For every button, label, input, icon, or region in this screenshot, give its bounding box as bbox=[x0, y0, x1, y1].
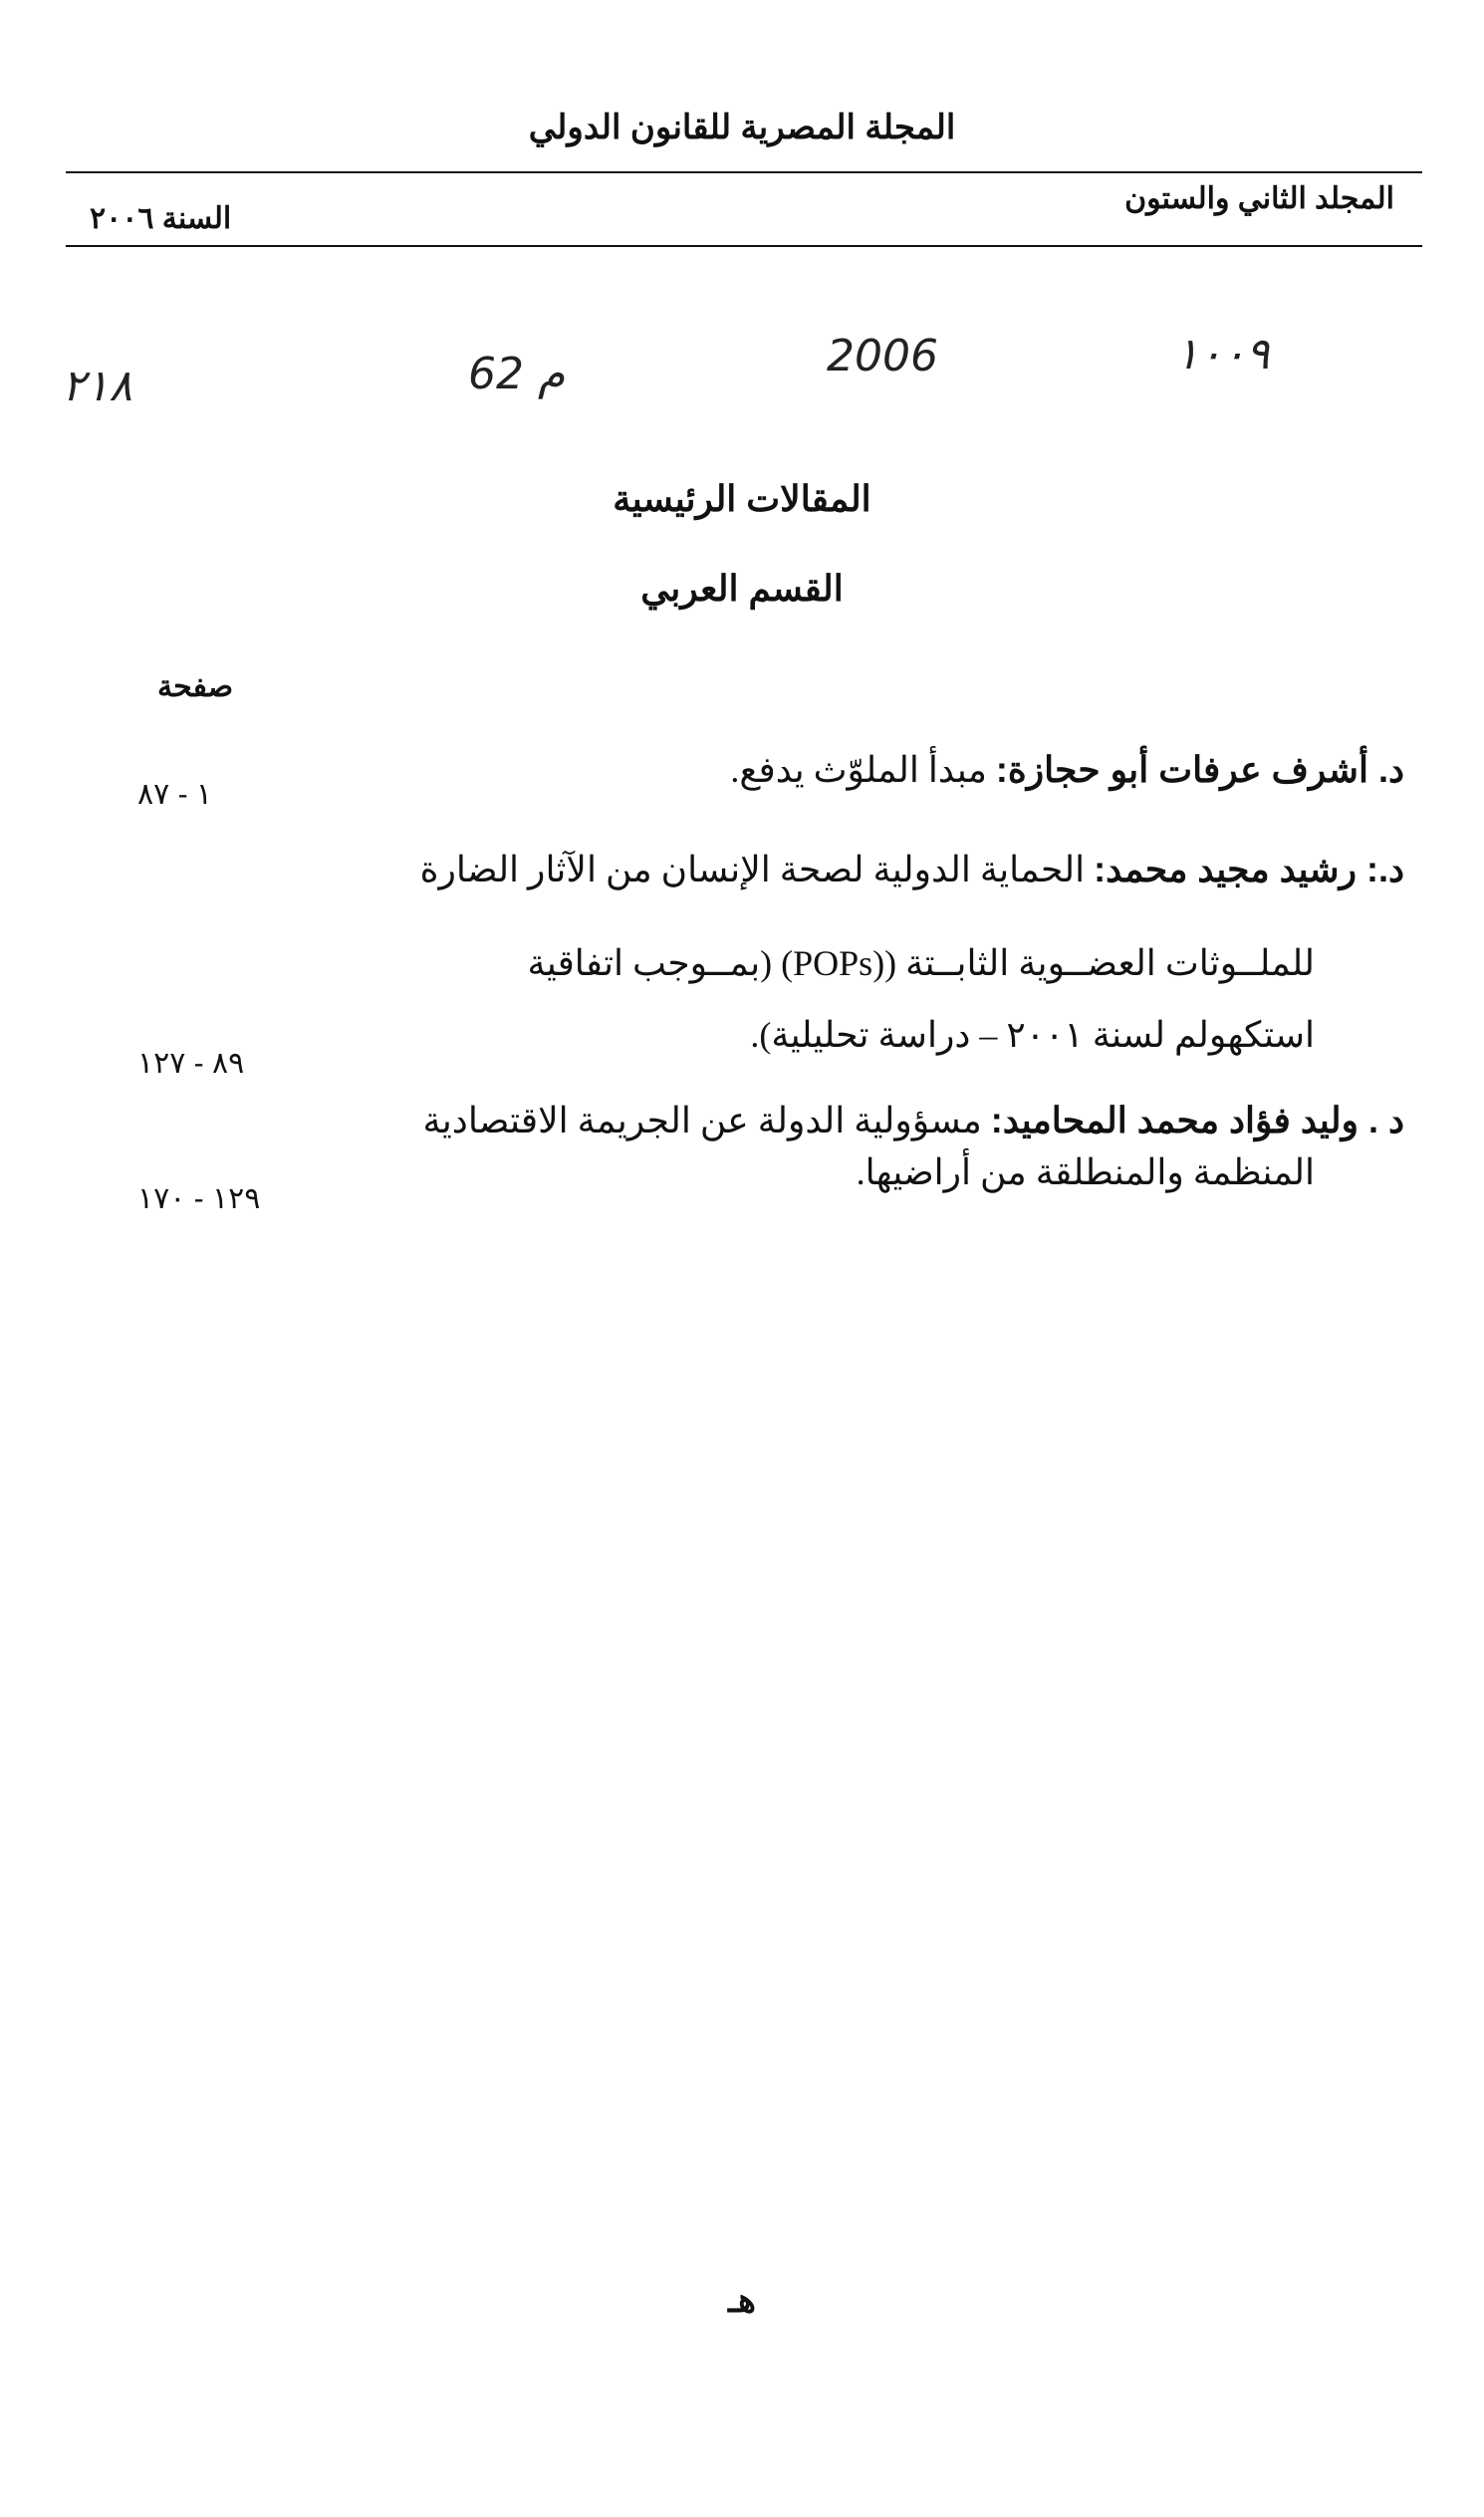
year-label: السنة ٢٠٠٦ bbox=[90, 202, 232, 235]
entry-pages: ٨٩ - ١٢٧ bbox=[137, 1047, 245, 1080]
main-articles-heading: المقالات الرئيسية bbox=[613, 478, 871, 519]
entry-title: الحماية الدولية لصحة الإنسان من الآثار الضارة bbox=[419, 850, 1086, 889]
volume-label: المجلد الثاني والستون bbox=[1124, 182, 1394, 215]
header-rule-top bbox=[66, 171, 1422, 173]
handwritten-note: ١٠٠٩ bbox=[1175, 329, 1270, 379]
entry-title: مسؤولية الدولة عن الجريمة الاقتصادية bbox=[422, 1101, 982, 1140]
entry-title-continuation: استكهولم لسنة ٢٠٠١ – دراسة تحليلية). bbox=[750, 1015, 1315, 1055]
page-column-label: صفحة bbox=[157, 670, 234, 703]
toc-entry-line bbox=[730, 749, 1404, 791]
page-marker: هـ bbox=[728, 2282, 756, 2320]
toc-entry-line bbox=[422, 1100, 1404, 1141]
journal-title: المجلة المصرية للقانون الدولي bbox=[528, 109, 956, 146]
entry-pages: ١ - ٨٧ bbox=[137, 778, 213, 811]
arabic-section-heading: القسم العربي bbox=[640, 568, 844, 609]
entry-pages: ١٢٩ - ١٧٠ bbox=[137, 1182, 261, 1215]
handwritten-note: م 62 bbox=[468, 349, 566, 399]
header-rule-bottom bbox=[66, 245, 1422, 247]
entry-author: د. أشرف عرفات أبو حجازة: bbox=[995, 749, 1404, 790]
toc-entry-line bbox=[420, 849, 1404, 890]
entry-author: د.: رشيد مجيد محمد: bbox=[1094, 849, 1404, 889]
entry-author: د . وليد فؤاد محمد المحاميد: bbox=[990, 1100, 1404, 1140]
handwritten-note: 2006 bbox=[827, 331, 938, 381]
entry-title: مبدأ الملوّث يدفع. bbox=[730, 750, 987, 790]
entry-title-continuation: المنظمة والمنطلقة من أراضيها. bbox=[856, 1152, 1315, 1192]
entry-title-continuation: للملــوثات العضــوية الثابــتة ((POPs) (بمــوجب اتفاقية bbox=[527, 943, 1315, 983]
handwritten-note: ٢١٨ bbox=[62, 361, 132, 411]
